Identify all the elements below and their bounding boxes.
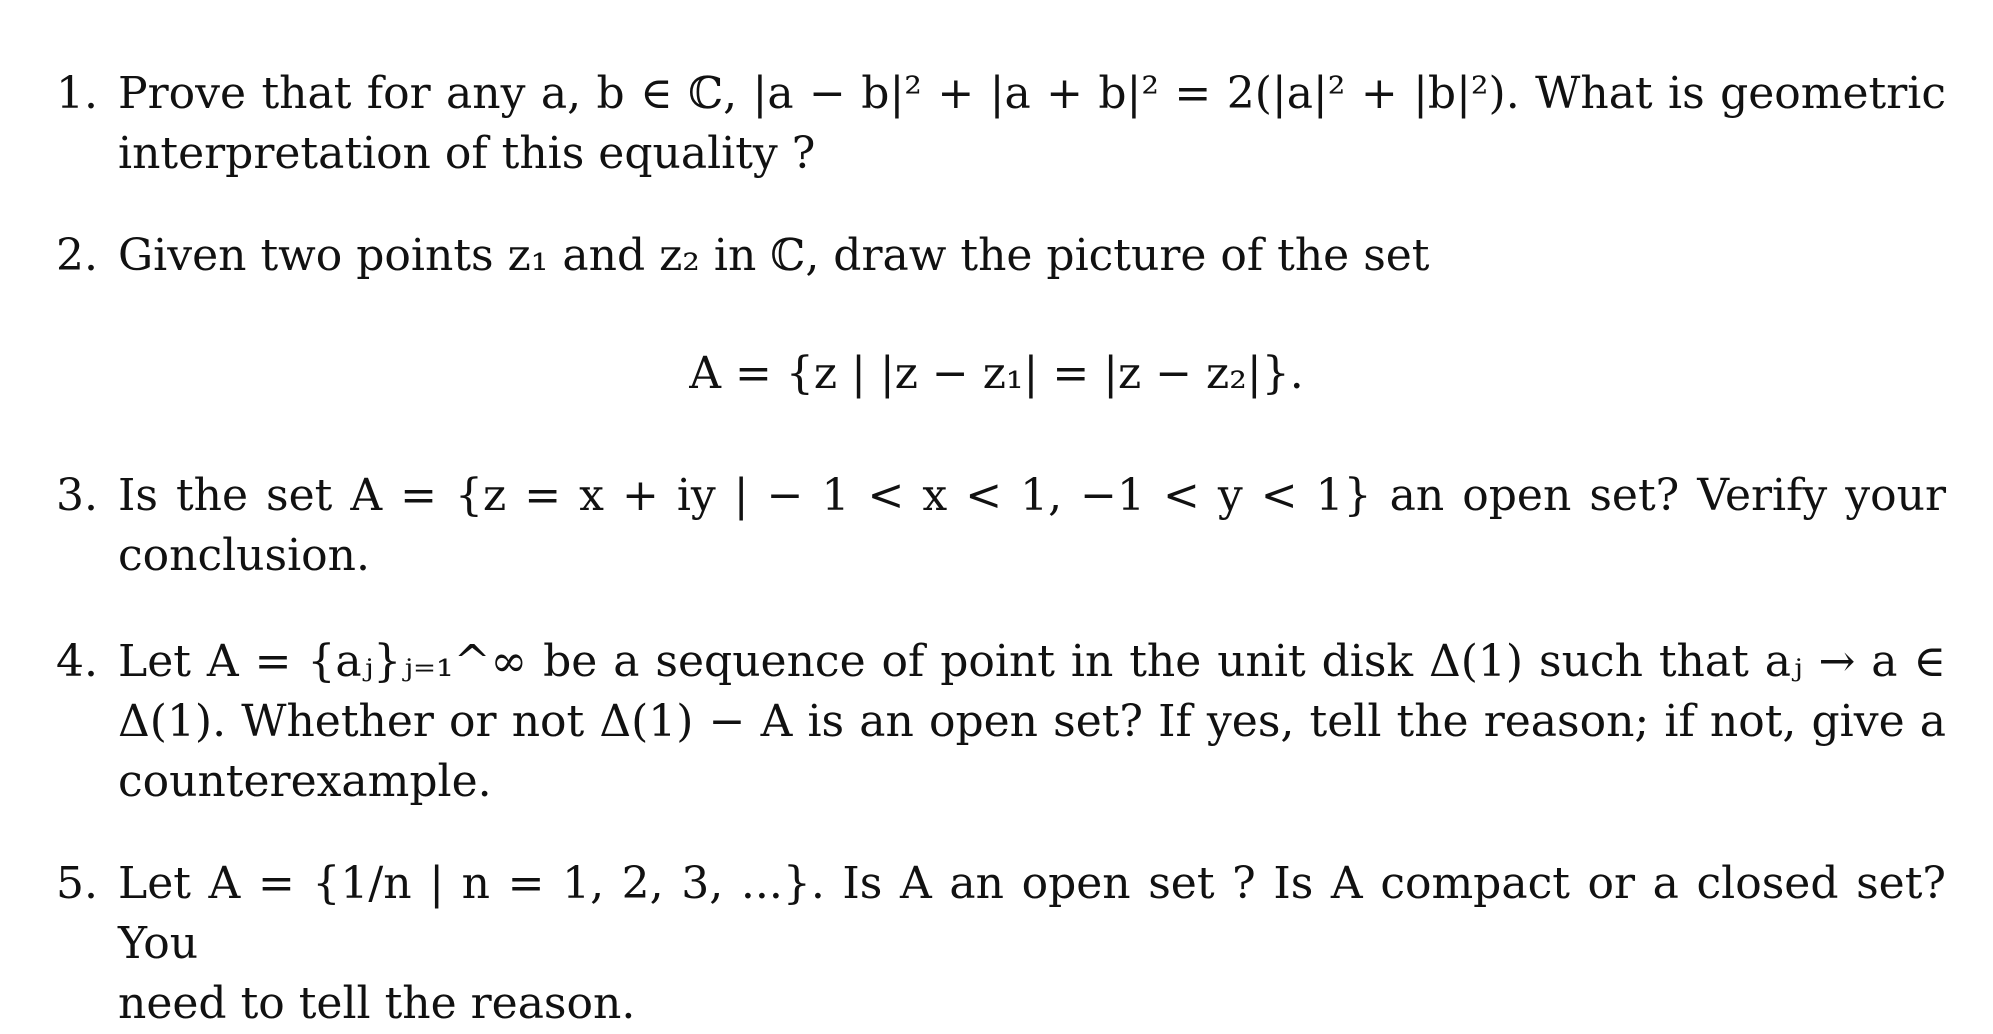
problem-text-line: Prove that for any a, b ∈ ℂ, |a − b|² + |a + b|² = 2(|a|² + |b|²). What is geometric bbox=[118, 68, 1946, 119]
problem-1 bbox=[56, 64, 1946, 184]
problem-text-line: Let A = {1/n | n = 1, 2, 3, ...}. Is A an open set ? Is A compact or a closed set? You bbox=[118, 858, 1946, 969]
problem-4 bbox=[56, 632, 1946, 812]
problem-5 bbox=[56, 854, 1946, 1034]
problem-number: 2. bbox=[56, 230, 98, 281]
problem-text-line: interpretation of this equality ? bbox=[118, 128, 816, 179]
problem-text-line: counterexample. bbox=[118, 756, 492, 807]
problem-3 bbox=[56, 466, 1946, 586]
problem-text-line: Let A = {aⱼ}ⱼ₌₁^∞ be a sequence of point in the unit disk Δ(1) such that aⱼ → a ∈ bbox=[118, 636, 1946, 687]
problem-text-line: conclusion. bbox=[118, 530, 370, 581]
problem-number: 4. bbox=[56, 636, 98, 687]
problem-text-line: Given two points z₁ and z₂ in ℂ, draw the picture of the set bbox=[118, 230, 1430, 281]
set-definition-display: A = {z | |z − z₁| = |z − z₂|}. bbox=[689, 348, 1304, 399]
problem-text-line: Is the set A = {z = x + iy | − 1 < x < 1, −1 < y < 1} an open set? Verify your bbox=[118, 470, 1946, 521]
problem-text-line: Δ(1). Whether or not Δ(1) − A is an open set? If yes, tell the reason; if not, give a bbox=[118, 696, 1946, 747]
problem-text-line: need to tell the reason. bbox=[118, 978, 636, 1029]
problem-number: 5. bbox=[56, 858, 98, 909]
problem-2 bbox=[56, 226, 1946, 286]
problem-number: 3. bbox=[56, 470, 98, 521]
problem-number: 1. bbox=[56, 68, 98, 119]
